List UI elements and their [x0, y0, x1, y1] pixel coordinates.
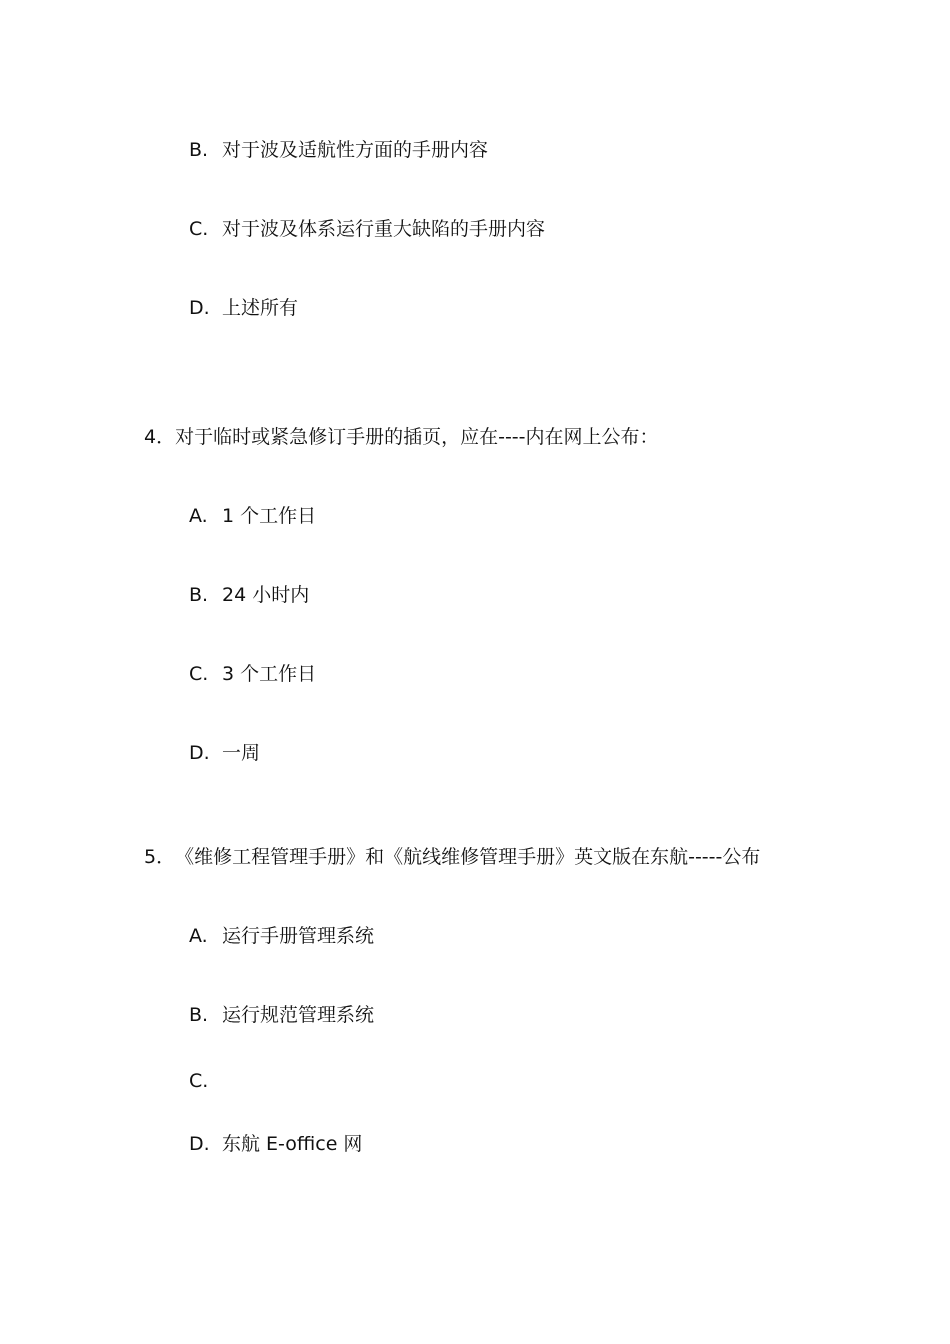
- option-letter: D.: [189, 742, 210, 764]
- option-text: 运行规范管理系统: [222, 1004, 375, 1026]
- option-letter: D.: [189, 297, 210, 319]
- option-text: 1 个工作日: [222, 505, 317, 527]
- option-text: 24 小时内: [222, 584, 310, 606]
- option-q5-a: [189, 924, 374, 948]
- question-number: 4．: [144, 426, 176, 448]
- option-letter: C.: [189, 1070, 209, 1092]
- question-text: 《维修工程管理手册》和《航线维修管理手册》英文版在东航-----公布: [175, 846, 761, 868]
- option-letter: B.: [189, 1004, 209, 1026]
- question-5: [144, 845, 760, 869]
- option-letter: B.: [189, 584, 209, 606]
- option-q4-d: [189, 741, 260, 765]
- question-text: 对于临时或紧急修订手册的插页，应在----内在网上公布：: [175, 426, 659, 448]
- option-q5-b: [189, 1003, 374, 1027]
- option-letter: A.: [189, 925, 208, 947]
- option-text: 运行手册管理系统: [222, 925, 375, 947]
- option-q5-d: [189, 1132, 362, 1156]
- option-q5-c: [189, 1069, 222, 1093]
- option-text: 对于波及适航性方面的手册内容: [222, 139, 489, 161]
- option-text: 一周: [222, 742, 261, 764]
- question-number: 5．: [144, 846, 176, 868]
- option-text: 对于波及体系运行重大缺陷的手册内容: [222, 218, 546, 240]
- option-q3-c: [189, 217, 545, 241]
- option-text: 东航 E-office 网: [222, 1133, 363, 1155]
- option-q3-b: [189, 138, 488, 162]
- option-q4-a: [189, 504, 316, 528]
- option-letter: C.: [189, 663, 209, 685]
- question-4: [144, 425, 659, 449]
- option-q4-c: [189, 662, 316, 686]
- option-q3-d: [189, 296, 298, 320]
- option-letter: C.: [189, 218, 209, 240]
- option-letter: B.: [189, 139, 209, 161]
- option-text: 3 个工作日: [222, 663, 317, 685]
- option-q4-b: [189, 583, 309, 607]
- option-letter: D.: [189, 1133, 210, 1155]
- option-letter: A.: [189, 505, 208, 527]
- option-text: 上述所有: [222, 297, 299, 319]
